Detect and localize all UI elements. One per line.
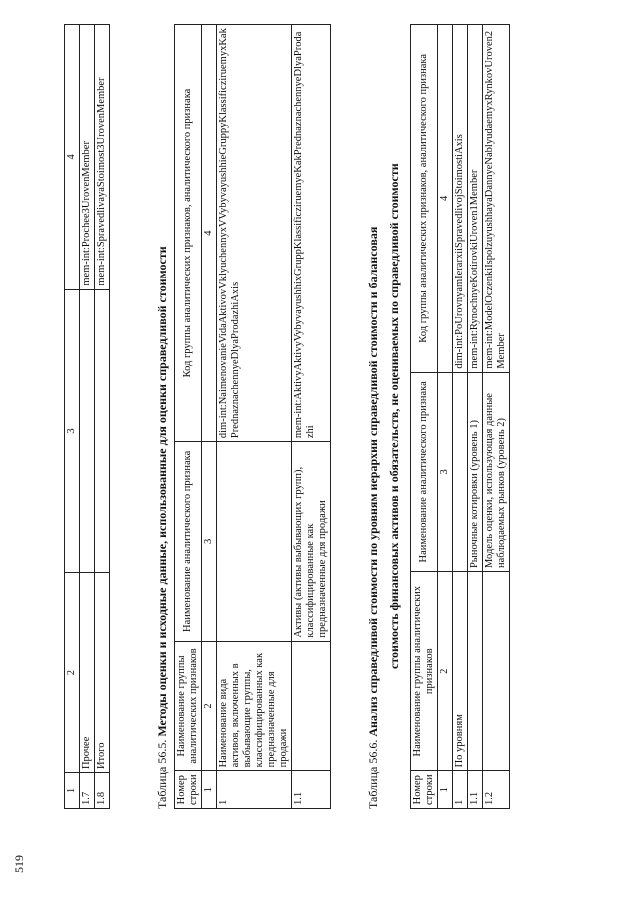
group-name: По уровням [453, 572, 468, 771]
attribute-code: mem-int:ModelOczenkiIspolzuyushhayaDannyeNablyudaemyxRynkovUroven2Member [483, 25, 510, 373]
colnum-3: 3 [65, 289, 80, 573]
header-row-number: Номер строки [411, 771, 438, 809]
table-row [217, 25, 292, 809]
row-number: 1.1 [468, 771, 483, 809]
attribute-name [80, 289, 95, 573]
attribute-name [217, 442, 292, 641]
page-number: 519 [12, 855, 26, 873]
attribute-code: mem-int:AktivyAktivyVybyvayushhixGruppKlassificziruemyeKakPrednaznachennyeDlyaProdazhi [292, 25, 331, 442]
table-56-6-caption [366, 24, 402, 809]
attribute-code: dim-int:PoUrovnyamIerarxiiSpravedlivojStoimostiAxis [453, 25, 468, 373]
header-group-name: Наименование группы аналитических признаков [175, 641, 202, 771]
table-56-5-label: Таблица 56.5. [155, 739, 169, 809]
colnum-1: 1 [202, 771, 217, 809]
row-number: 1.1 [292, 771, 331, 809]
colnum-4: 4 [202, 25, 217, 442]
table-56-6-label: Таблица 56.6. [366, 739, 380, 809]
table-56-6 [410, 24, 510, 809]
table-row [80, 25, 95, 809]
table-header-row [411, 25, 438, 809]
row-number: 1.2 [483, 771, 510, 809]
colnum-3: 3 [202, 442, 217, 641]
group-name [483, 572, 510, 771]
colnum-4: 4 [65, 25, 80, 290]
table-header-row [175, 25, 202, 809]
attribute-name [95, 289, 110, 573]
group-name [292, 641, 331, 771]
attribute-code: mem-int:SpravedlivayaStoimost3UrovenMember [95, 25, 110, 290]
group-name [468, 572, 483, 771]
table-56-6-title-line1: Таблица 56.6. Анализ справедливой стоимости по уровням иерархии справедливой стоимости и балансовая [366, 226, 380, 809]
row-number: 1.7 [80, 773, 95, 809]
group-name: Прочее [80, 573, 95, 773]
colnum-1: 1 [65, 773, 80, 809]
header-row-number: Номер строки [175, 771, 202, 809]
attribute-code: mem-int:Prochee3UrovenMember [80, 25, 95, 290]
colnum-2: 2 [65, 573, 80, 773]
table-continuation [64, 24, 110, 809]
header-attribute-code: Код группы аналитических признаков, аналитического признака [411, 25, 438, 373]
colnum-2: 2 [202, 641, 217, 771]
table-colnum-row [438, 25, 453, 809]
colnum-1: 1 [438, 771, 453, 809]
table-56-5-title: Методы оценки и исходные данные, использованные для оценки справедливой стоимости [155, 246, 169, 737]
attribute-name: Рыночные котировки (уровень 1) [468, 372, 483, 571]
row-number: 1 [217, 771, 292, 809]
attribute-name [453, 372, 468, 571]
table-row [453, 25, 468, 809]
colnum-2: 2 [438, 572, 453, 771]
table-row [292, 25, 331, 809]
table-colnum-row [65, 25, 80, 809]
group-name: Итого [95, 573, 110, 773]
table-row [483, 25, 510, 809]
table-colnum-row [202, 25, 217, 809]
row-number: 1 [453, 771, 468, 809]
row-number: 1.8 [95, 773, 110, 809]
header-attribute-name: Наименование аналитического признака [411, 372, 438, 571]
table-56-6-title-line2: стоимость финансовых активов и обязательств, не оцениваемых по справедливой стоимости [387, 163, 401, 669]
table-56-5 [174, 24, 331, 809]
table-row [468, 25, 483, 809]
attribute-code: dim-int:NaimenovanieVidaAktivovVklyuchennyxVVybyvayushhieGruppyKlassificziruemyxKakPrednaznachennyeDlyaProdazhiAxis [217, 25, 292, 442]
table-56-5-caption [155, 24, 170, 809]
group-name: Наименование вида активов, включенных в выбывающие группы, классифицированных как предназначенные для продажи [217, 641, 292, 771]
colnum-3: 3 [438, 372, 453, 571]
header-attribute-code: Код группы аналитических признаков, аналитического признака [175, 25, 202, 442]
attribute-code: mem-int:RynochnyeKotirovkiUroven1Member [468, 25, 483, 373]
attribute-name: Активы (активы выбывающих групп), классифицированные как предназначенные для продажи [292, 442, 331, 641]
header-attribute-name: Наименование аналитического признака [175, 442, 202, 641]
attribute-name: Модель оценки, использующая данные наблюдаемых рынков (уровень 2) [483, 372, 510, 571]
header-group-name: Наименование группы аналитических признаков [411, 572, 438, 771]
colnum-4: 4 [438, 25, 453, 373]
table-row [95, 25, 110, 809]
